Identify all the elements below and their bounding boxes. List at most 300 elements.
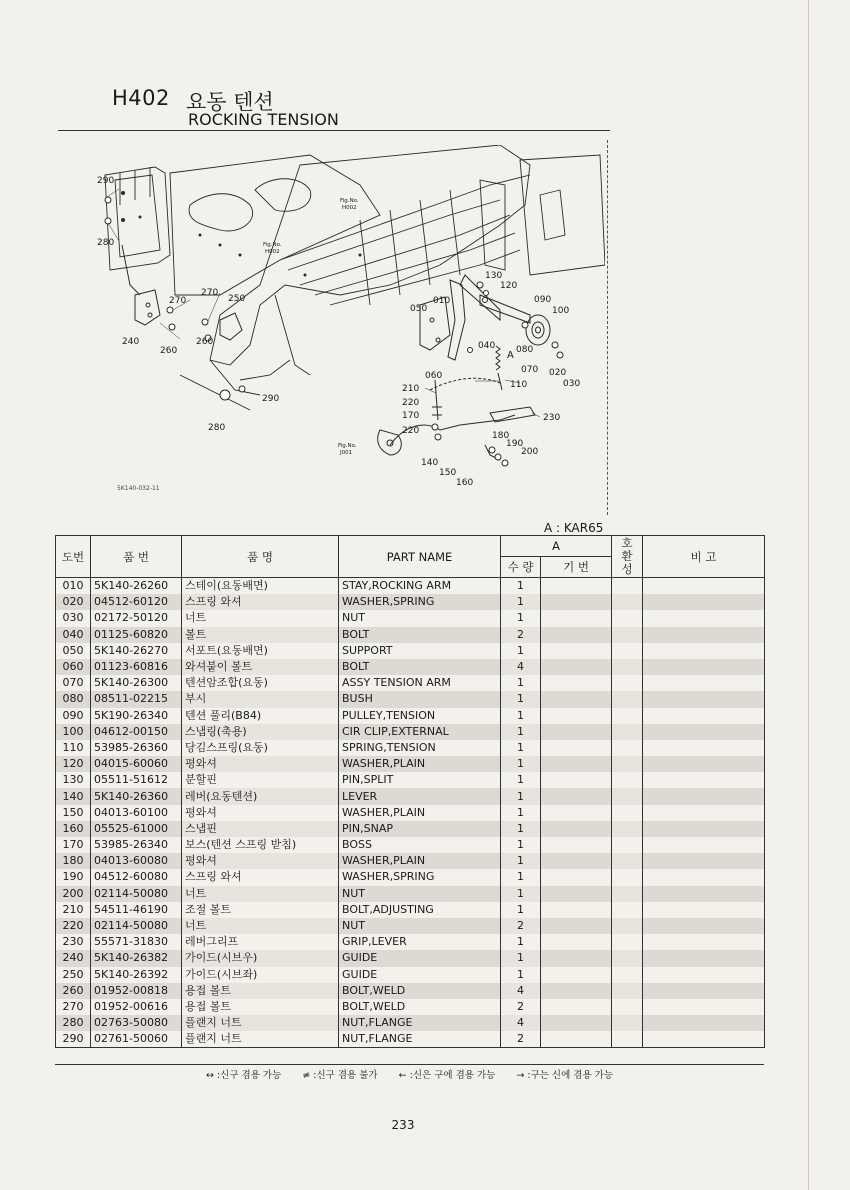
svg-text:210: 210 [402,384,420,394]
row-part-name: BOLT,WELD [339,983,501,999]
row-compat [612,643,643,659]
svg-text:250: 250 [228,294,246,304]
row-part-no: 01125-60820 [91,627,182,643]
row-base [541,788,612,804]
table-row [56,708,765,724]
svg-text:J001: J001 [340,450,353,456]
row-part-no: 01952-00616 [91,999,182,1015]
row-name-ko: 분할핀 [182,772,339,788]
row-base [541,853,612,869]
row-base [541,610,612,626]
svg-text:220: 220 [402,426,420,436]
table-row [56,837,765,853]
row-name-ko: 서포트(요동배면) [182,643,339,659]
row-part-no: 5K190-26340 [91,708,182,724]
row-name-ko: 플랜지 너트 [182,1015,339,1031]
row-remarks [643,853,765,869]
table-row [56,675,765,691]
svg-text:150: 150 [439,468,457,478]
row-no: 200 [56,886,91,902]
row-remarks [643,886,765,902]
row-compat [612,724,643,740]
row-remarks [643,756,765,772]
row-compat [612,934,643,950]
row-remarks [643,1031,765,1048]
row-qty: 1 [501,578,541,595]
row-part-no: 01123-60816 [91,659,182,675]
row-remarks [643,691,765,707]
compat-legend [55,1067,764,1081]
svg-text:270: 270 [201,288,219,298]
table-row [56,853,765,869]
row-no: 250 [56,967,91,983]
section-title-en: ROCKING TENSION [188,110,339,129]
row-part-no: 5K140-26392 [91,967,182,983]
row-no: 140 [56,788,91,804]
row-part-name: GUIDE [339,950,501,966]
svg-text:090: 090 [534,295,552,305]
row-part-no: 53985-26340 [91,837,182,853]
row-part-name: SPRING,TENSION [339,740,501,756]
row-part-no: 04512-60080 [91,869,182,885]
row-part-no: 04612-00150 [91,724,182,740]
row-part-name: ASSY TENSION ARM [339,675,501,691]
row-qty: 1 [501,805,541,821]
row-compat [612,675,643,691]
row-compat [612,950,643,966]
header-no: 도번 [56,536,91,578]
svg-text:120: 120 [500,281,518,291]
row-compat [612,610,643,626]
svg-text:010: 010 [433,296,451,306]
row-base [541,837,612,853]
table-row [56,724,765,740]
row-part-no: 02114-50080 [91,918,182,934]
row-base [541,902,612,918]
row-remarks [643,983,765,999]
row-name-ko: 너트 [182,610,339,626]
table-row [56,740,765,756]
row-name-ko: 스냅링(축용) [182,724,339,740]
row-no: 130 [56,772,91,788]
svg-text:260: 260 [160,346,178,356]
row-base [541,627,612,643]
row-part-name: BOLT,WELD [339,999,501,1015]
row-base [541,756,612,772]
row-compat [612,983,643,999]
svg-text:270: 270 [169,296,187,306]
row-compat [612,578,643,595]
row-name-ko: 텐션암조합(요동) [182,675,339,691]
row-qty: 1 [501,967,541,983]
svg-text:170: 170 [402,411,420,421]
row-base [541,578,612,595]
row-base [541,967,612,983]
row-part-no: 5K140-26382 [91,950,182,966]
row-no: 090 [56,708,91,724]
table-row [56,967,765,983]
row-qty: 1 [501,950,541,966]
row-part-no: 02763-50080 [91,1015,182,1031]
row-base [541,934,612,950]
row-qty: 1 [501,675,541,691]
row-remarks [643,999,765,1015]
row-compat [612,708,643,724]
row-compat [612,837,643,853]
row-part-name: NUT [339,918,501,934]
svg-text:230: 230 [543,413,561,423]
row-qty: 1 [501,821,541,837]
row-compat [612,999,643,1015]
row-qty: 1 [501,772,541,788]
row-name-ko: 스테이(요동배면) [182,578,339,595]
row-base [541,1015,612,1031]
table-bottom-rule [55,1064,764,1065]
row-part-no: 53985-26360 [91,740,182,756]
row-remarks [643,740,765,756]
table-row [56,983,765,999]
row-qty: 2 [501,1031,541,1048]
row-qty: 4 [501,659,541,675]
row-part-name: NUT [339,886,501,902]
table-row [56,788,765,804]
svg-text:A: A [507,350,514,361]
table-row [56,594,765,610]
svg-text:H002: H002 [265,249,280,255]
row-remarks [643,627,765,643]
row-name-ko: 레버그리프 [182,934,339,950]
row-base [541,950,612,966]
row-compat [612,886,643,902]
header-remarks: 비 고 [643,536,765,578]
row-part-no: 04013-60100 [91,805,182,821]
row-qty: 2 [501,999,541,1015]
row-remarks [643,610,765,626]
row-no: 160 [56,821,91,837]
svg-text:060: 060 [425,371,443,381]
row-remarks [643,1015,765,1031]
row-remarks [643,659,765,675]
row-no: 280 [56,1015,91,1031]
section-code: H402 [112,86,170,110]
row-qty: 1 [501,788,541,804]
svg-text:240: 240 [122,337,140,347]
table-row [56,772,765,788]
row-qty: 4 [501,983,541,999]
parts-table-body [56,578,765,1048]
header-qty: 수 량 [501,557,541,578]
page-edge [808,0,809,1190]
row-name-ko: 와셔붙이 볼트 [182,659,339,675]
row-no: 210 [56,902,91,918]
svg-text:180: 180 [492,431,510,441]
row-part-name: CIR CLIP,EXTERNAL [339,724,501,740]
svg-text:040: 040 [478,341,496,351]
row-compat [612,594,643,610]
header-name-ko: 품 명 [182,536,339,578]
row-part-name: PIN,SPLIT [339,772,501,788]
row-part-name: BOLT [339,659,501,675]
row-compat [612,1015,643,1031]
row-part-no: 08511-02215 [91,691,182,707]
row-no: 290 [56,1031,91,1048]
svg-text:080: 080 [516,345,534,355]
row-qty: 1 [501,756,541,772]
row-no: 100 [56,724,91,740]
svg-text:H002: H002 [342,205,357,211]
row-name-ko: 부시 [182,691,339,707]
row-name-ko: 텐션 풀리(B84) [182,708,339,724]
row-part-name: BOSS [339,837,501,853]
svg-text:Fig.No.: Fig.No. [338,443,357,449]
row-part-name: PULLEY,TENSION [339,708,501,724]
row-no: 150 [56,805,91,821]
row-base [541,805,612,821]
row-compat [612,869,643,885]
row-part-name: STAY,ROCKING ARM [339,578,501,595]
row-name-ko: 용접 볼트 [182,983,339,999]
svg-text:280: 280 [97,238,115,248]
svg-text:220: 220 [402,398,420,408]
row-qty: 1 [501,740,541,756]
table-row [56,950,765,966]
row-part-no: 04015-60060 [91,756,182,772]
svg-text:200: 200 [521,447,539,457]
row-part-no: 04013-60080 [91,853,182,869]
row-part-no: 5K140-26270 [91,643,182,659]
row-name-ko: 레버(요동텐션) [182,788,339,804]
table-row [56,610,765,626]
table-row [56,643,765,659]
row-remarks [643,837,765,853]
row-qty: 4 [501,1015,541,1031]
row-qty: 1 [501,886,541,902]
row-compat [612,788,643,804]
row-name-ko: 보스(텐션 스프링 받침) [182,837,339,853]
row-no: 110 [56,740,91,756]
table-row [56,659,765,675]
row-no: 080 [56,691,91,707]
table-row [56,934,765,950]
row-base [541,740,612,756]
svg-text:140: 140 [421,458,439,468]
table-row [56,691,765,707]
row-compat [612,902,643,918]
row-qty: 1 [501,869,541,885]
row-name-ko: 평와셔 [182,805,339,821]
row-base [541,643,612,659]
row-base [541,821,612,837]
row-name-ko: 스냅핀 [182,821,339,837]
row-no: 220 [56,918,91,934]
row-qty: 1 [501,902,541,918]
row-part-no: 02761-50060 [91,1031,182,1048]
row-part-name: BOLT [339,627,501,643]
row-qty: 1 [501,691,541,707]
row-base [541,1031,612,1048]
row-qty: 1 [501,724,541,740]
svg-text:260: 260 [196,337,214,347]
row-remarks [643,724,765,740]
header-compat: 호환성 [612,536,643,578]
row-part-no: 5K140-26260 [91,578,182,595]
row-name-ko: 가이드(시브우) [182,950,339,966]
row-part-name: BOLT,ADJUSTING [339,902,501,918]
row-part-name: WASHER,SPRING [339,869,501,885]
row-compat [612,967,643,983]
row-part-name: PIN,SNAP [339,821,501,837]
row-part-name: NUT,FLANGE [339,1031,501,1048]
row-compat [612,691,643,707]
svg-text:Fig.No.: Fig.No. [263,242,282,248]
header-base: 기 번 [541,557,612,578]
row-remarks [643,805,765,821]
drawing-code: 5K140-032-11 [117,485,160,492]
row-part-name: GRIP,LEVER [339,934,501,950]
row-remarks [643,578,765,595]
row-qty: 1 [501,934,541,950]
row-base [541,886,612,902]
table-row [56,1031,765,1048]
table-row [56,821,765,837]
row-qty: 1 [501,837,541,853]
section-title-ko: 요동 텐션 [186,90,274,114]
row-remarks [643,788,765,804]
row-part-name: LEVER [339,788,501,804]
row-compat [612,740,643,756]
row-no: 270 [56,999,91,1015]
row-name-ko: 조절 볼트 [182,902,339,918]
row-qty: 1 [501,610,541,626]
row-remarks [643,869,765,885]
row-base [541,594,612,610]
legend-item: → :구는 신에 겸용 가능 [516,1070,613,1081]
table-row [56,1015,765,1031]
row-qty: 1 [501,853,541,869]
row-part-name: WASHER,PLAIN [339,756,501,772]
row-qty: 1 [501,643,541,659]
row-remarks [643,821,765,837]
row-qty: 1 [501,708,541,724]
row-part-no: 5K140-26360 [91,788,182,804]
row-compat [612,756,643,772]
row-name-ko: 가이드(시브좌) [182,967,339,983]
title-rule [58,130,610,131]
column-divider [607,140,608,515]
svg-text:290: 290 [97,176,115,186]
row-base [541,983,612,999]
row-remarks [643,708,765,724]
row-qty: 1 [501,594,541,610]
row-compat [612,821,643,837]
table-row [56,886,765,902]
row-remarks [643,594,765,610]
row-name-ko: 평와셔 [182,756,339,772]
svg-text:030: 030 [563,379,581,389]
row-no: 040 [56,627,91,643]
row-no: 260 [56,983,91,999]
row-no: 060 [56,659,91,675]
row-name-ko: 평와셔 [182,853,339,869]
exploded-parts-diagram [60,145,605,510]
svg-text:100: 100 [552,306,570,316]
row-part-name: SUPPORT [339,643,501,659]
row-no: 120 [56,756,91,772]
model-note: A : KAR65 [544,521,604,535]
svg-text:280: 280 [208,423,226,433]
row-base [541,869,612,885]
row-part-no: 55571-31830 [91,934,182,950]
row-base [541,691,612,707]
row-name-ko: 볼트 [182,627,339,643]
header-part-no: 품 번 [91,536,182,578]
row-part-name: WASHER,SPRING [339,594,501,610]
row-name-ko: 너트 [182,918,339,934]
row-remarks [643,643,765,659]
row-part-no: 02114-50080 [91,886,182,902]
row-part-name: NUT,FLANGE [339,1015,501,1031]
row-remarks [643,918,765,934]
row-part-no: 05525-61000 [91,821,182,837]
row-base [541,675,612,691]
table-row [56,805,765,821]
row-name-ko: 너트 [182,886,339,902]
svg-text:020: 020 [549,368,567,378]
legend-item: ← :신은 구에 겸용 가능 [398,1070,496,1081]
row-compat [612,627,643,643]
svg-text:290: 290 [262,394,280,404]
legend-item: ≠ :신구 겸용 불가 [302,1070,378,1081]
row-part-no: 02172-50120 [91,610,182,626]
svg-text:130: 130 [485,271,503,281]
row-no: 240 [56,950,91,966]
row-base [541,918,612,934]
row-part-no: 54511-46190 [91,902,182,918]
row-no: 170 [56,837,91,853]
svg-text:050: 050 [410,304,428,314]
row-compat [612,853,643,869]
row-base [541,659,612,675]
row-name-ko: 스프링 와셔 [182,869,339,885]
svg-text:070: 070 [521,365,539,375]
row-part-no: 5K140-26300 [91,675,182,691]
row-part-name: WASHER,PLAIN [339,805,501,821]
table-row [56,578,765,595]
row-part-no: 01952-00818 [91,983,182,999]
svg-text:110: 110 [510,380,528,390]
row-no: 180 [56,853,91,869]
row-base [541,708,612,724]
row-remarks [643,950,765,966]
row-base [541,772,612,788]
table-row [56,902,765,918]
table-row [56,756,765,772]
row-no: 010 [56,578,91,595]
row-base [541,999,612,1015]
header-part-name: PART NAME [339,536,501,578]
header-group-a: A [501,536,612,557]
table-row [56,627,765,643]
row-remarks [643,934,765,950]
row-remarks [643,675,765,691]
row-name-ko: 플랜지 너트 [182,1031,339,1048]
row-no: 030 [56,610,91,626]
row-remarks [643,902,765,918]
row-qty: 2 [501,918,541,934]
row-remarks [643,967,765,983]
table-row [56,999,765,1015]
row-compat [612,918,643,934]
